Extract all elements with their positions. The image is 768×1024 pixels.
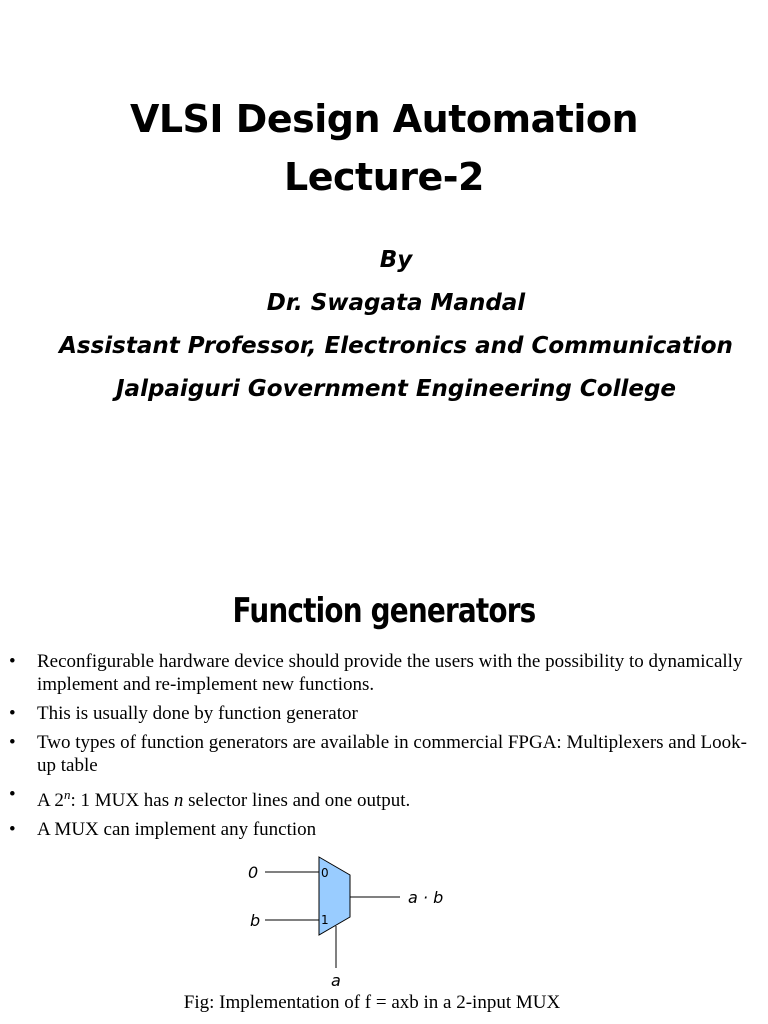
port0-label: 0 (321, 866, 329, 880)
author-institution: Jalpaiguri Government Engineering College (115, 376, 677, 402)
bullet-icon: • (9, 819, 16, 840)
author-position: Assistant Professor, Electronics and Communication (59, 333, 733, 359)
list-item (0, 702, 760, 725)
mux-var: n (173, 790, 184, 811)
section-heading: Function generators (232, 591, 536, 631)
bullet-icon: • (9, 703, 16, 724)
lecture-title: VLSI Design Automation (129, 97, 639, 141)
bullet-text: This is usually done by function generator (37, 703, 358, 724)
select-label: a (331, 971, 341, 990)
mux-suffix: selector lines and one output. (183, 790, 411, 811)
output-label: a · b (408, 888, 444, 907)
input0-label: 0 (248, 863, 259, 882)
bullet-icon: • (9, 732, 16, 753)
bullet-text: Reconfigurable hardware device should provide the users with the possibility to dynamically implement and re-implement new functions. (37, 651, 743, 695)
mux-bullet-text (37, 787, 411, 811)
figure-caption: Fig: Implementation of f = axb in a 2-input MUX (183, 992, 561, 1013)
list-item (0, 650, 760, 696)
mux-prefix: A 2 (37, 790, 64, 811)
input1-label: b (250, 911, 261, 930)
bullet-text: A MUX can implement any function (37, 819, 317, 840)
bullet-list (0, 650, 760, 847)
list-item (0, 783, 760, 812)
bullet-icon: • (9, 784, 16, 805)
bullet-text: Two types of function generators are available in commercial FPGA: Multiplexers and Look-up table (37, 732, 747, 776)
by-label: By (379, 247, 413, 273)
author-name: Dr. Swagata Mandal (266, 290, 526, 316)
mux-exponent: n (63, 787, 71, 802)
mux-diagram (240, 850, 460, 995)
mux-middle: : 1 MUX has (70, 790, 174, 811)
bullet-icon: • (9, 651, 16, 672)
port1-label: 1 (321, 913, 329, 927)
list-item (0, 818, 760, 841)
lecture-number: Lecture-2 (284, 155, 484, 199)
list-item (0, 731, 760, 777)
